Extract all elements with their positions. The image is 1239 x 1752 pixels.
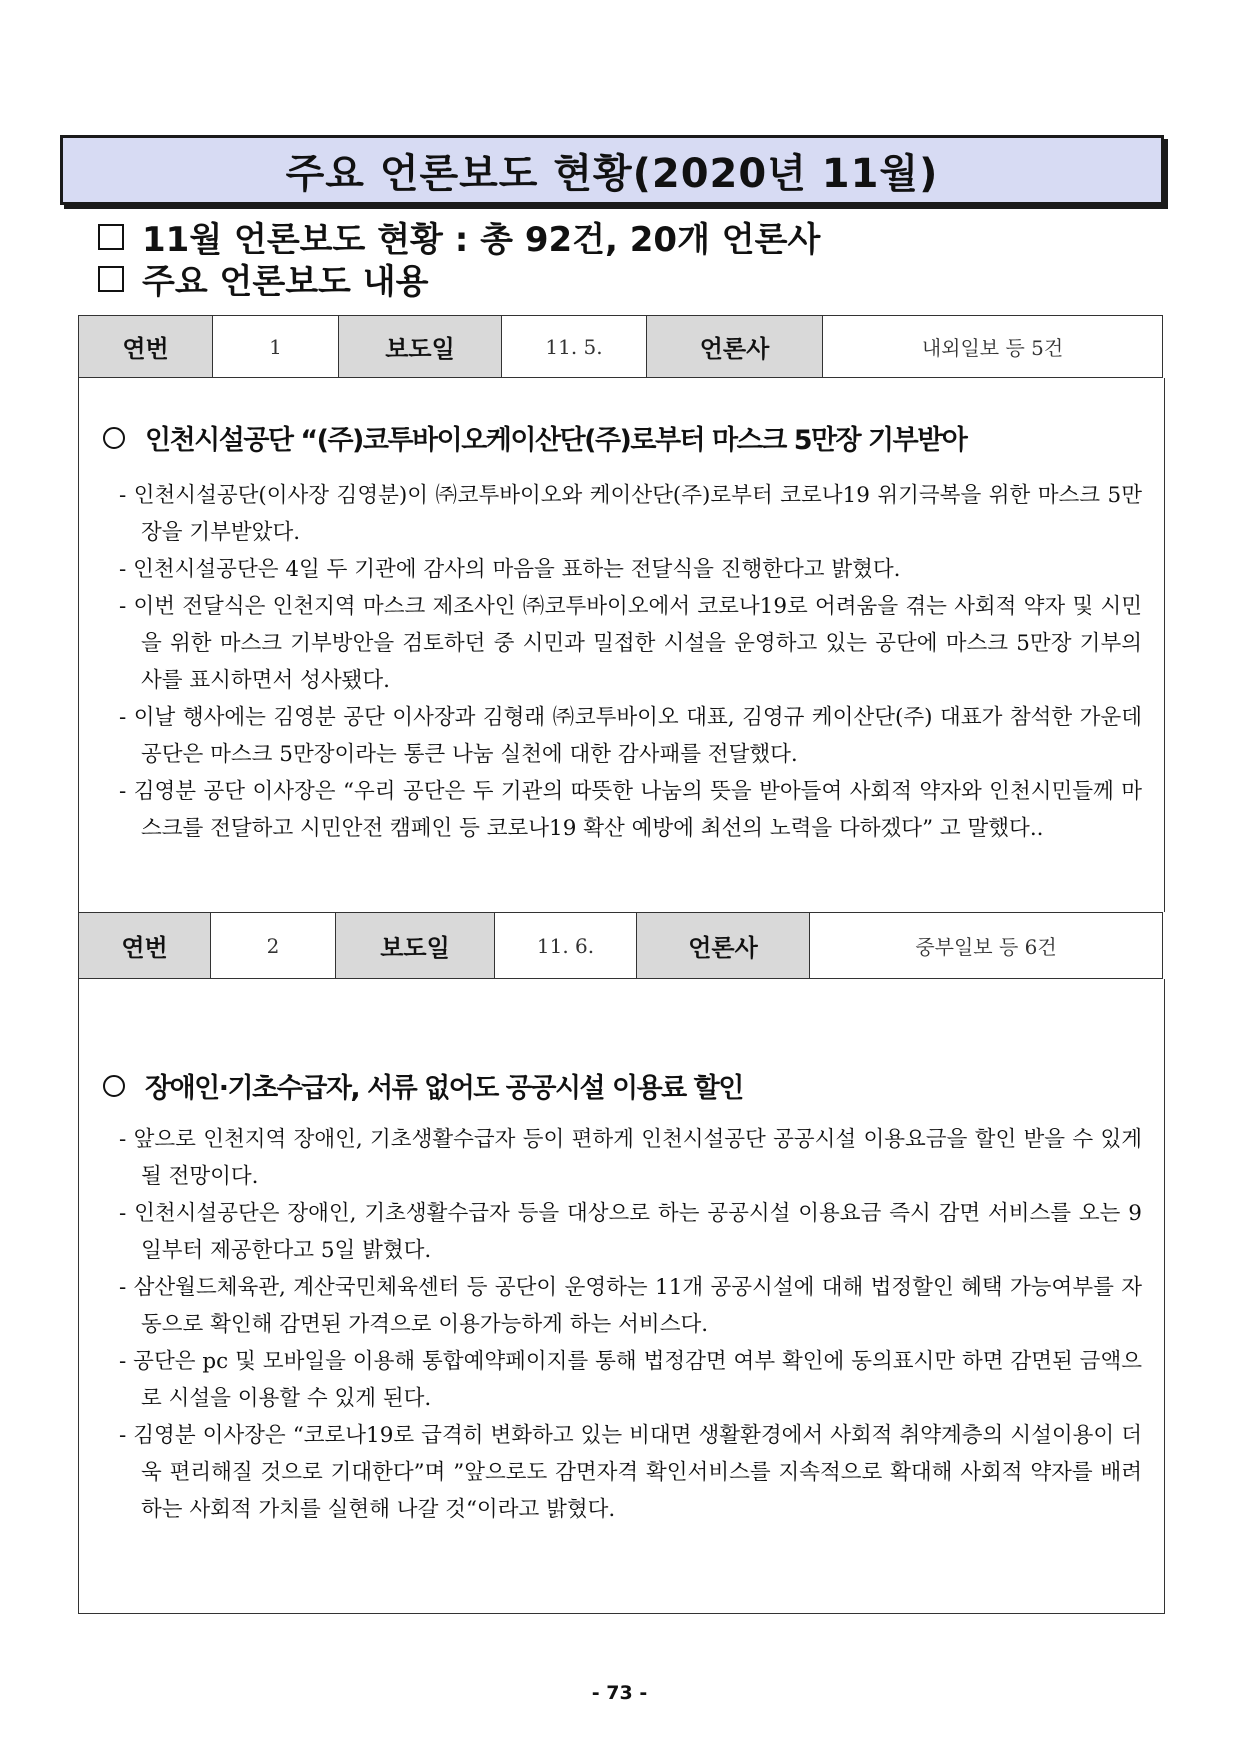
list-item: - 삼산월드체육관, 계산국민체육센터 등 공단이 운영하는 11개 공공시설에 대해 법정할인 혜택 가능여부를 자동으로 확인해 감면된 가격으로 이용가능하게 하는 서비스다. [119, 1275, 1142, 1337]
content-heading [98, 254, 428, 303]
list-item: - 이번 전달식은 인천지역 마스크 제조사인 ㈜코투바이오에서 코로나19로 어려움을 겪는 사회적 약자 및 시민을 위한 마스크 기부방안을 검토하던 중 시민과 밀접한 시설을 운영하고 있는 공단에 마스크 5만장 기부의사를 표시하면서 성사됐다. [119, 594, 1142, 693]
article-1-headline [103, 418, 966, 457]
list-item: - 공단은 pc 및 모바일을 이용해 통합예약페이지를 통해 법정감면 여부 확인에 동의표시만 하면 감면된 금액으로 시설을 이용할 수 있게 된다. [119, 1349, 1142, 1411]
article-2-meta-table [78, 912, 1163, 979]
page-title-box [60, 135, 1164, 205]
press-value: 중부일보 등 6건 [810, 913, 1163, 979]
date-value: 11. 6. [495, 913, 637, 979]
checkbox-square-icon [98, 224, 124, 250]
circle-bullet-icon [103, 1075, 125, 1097]
list-item: - 앞으로 인천지역 장애인, 기초생활수급자 등이 편하게 인천시설공단 공공시설 이용요금을 할인 받을 수 있게 될 전망이다. [119, 1127, 1142, 1189]
circle-bullet-icon [103, 427, 125, 449]
article-2-body [78, 979, 1165, 1614]
press-value: 내외일보 등 5건 [823, 316, 1163, 378]
list-item: - 이날 행사에는 김영분 공단 이사장과 김형래 ㈜코투바이오 대표, 김영규 케이산단(주) 대표가 참석한 가운데 공단은 마스크 5만장이라는 통큰 나눔 실천에 대한 감사패를 전달했다. [119, 705, 1142, 767]
checkbox-square-icon [98, 266, 124, 292]
press-label: 언론사 [647, 316, 823, 378]
no-label: 연번 [79, 316, 213, 378]
date-label: 보도일 [336, 913, 495, 979]
no-label: 연번 [79, 913, 211, 979]
page-number: - 73 - [591, 1682, 648, 1704]
article-1-body [78, 378, 1165, 912]
list-item: - 김영분 공단 이사장은 “우리 공단은 두 기관의 따뜻한 나눔의 뜻을 받아들여 사회적 약자와 인천시민들께 마스크를 전달하고 시민안전 캠페인 등 코로나19 확산 예방에 최선의 노력을 다하겠다” 고 말했다.. [119, 779, 1142, 841]
date-label: 보도일 [339, 316, 502, 378]
date-value: 11. 5. [502, 316, 647, 378]
no-value: 1 [213, 316, 339, 378]
page-title: 주요 언론보도 현황(2020년 11월) [285, 150, 939, 197]
list-item: - 인천시설공단은 장애인, 기초생활수급자 등을 대상으로 하는 공공시설 이용요금 즉시 감면 서비스를 오는 9일부터 제공한다고 5일 밝혔다. [119, 1201, 1142, 1263]
list-item: - 인천시설공단은 4일 두 기관에 감사의 마음을 표하는 전달식을 진행한다고 밝혔다. [119, 557, 901, 582]
article-1-meta-table [78, 315, 1163, 378]
content-heading-text: 주요 언론보도 내용 [142, 262, 429, 302]
press-label: 언론사 [637, 913, 810, 979]
list-item: - 김영분 이사장은 “코로나19로 급격히 변화하고 있는 비대면 생활환경에서 사회적 취약계층의 시설이용이 더욱 편리해질 것으로 기대한다”며 ”앞으로도 감면자격 확인서비스를 지속적으로 확대해 사회적 약자를 배려하는 사회적 가치를 실현해 나갈 것“이라고 밝혔다. [119, 1423, 1142, 1522]
no-value: 2 [211, 913, 336, 979]
article-2-headline-text: 장애인·기초수급자, 서류 없어도 공공시설 이용료 할인 [145, 1073, 743, 1104]
article-2-headline [103, 1066, 743, 1105]
article-1-headline-text: 인천시설공단 “(주)코투바이오케이산단(주)로부터 마스크 5만장 기부받아 [145, 425, 967, 456]
article-2-bullets [119, 1121, 1142, 1528]
list-item: - 인천시설공단(이사장 김영분)이 ㈜코투바이오와 케이산단(주)로부터 코로나19 위기극복을 위한 마스크 5만장을 기부받았다. [119, 483, 1142, 545]
article-1-bullets [119, 477, 1142, 847]
summary-heading-text: 11월 언론보도 현황 : 총 92건, 20개 언론사 [142, 220, 821, 260]
